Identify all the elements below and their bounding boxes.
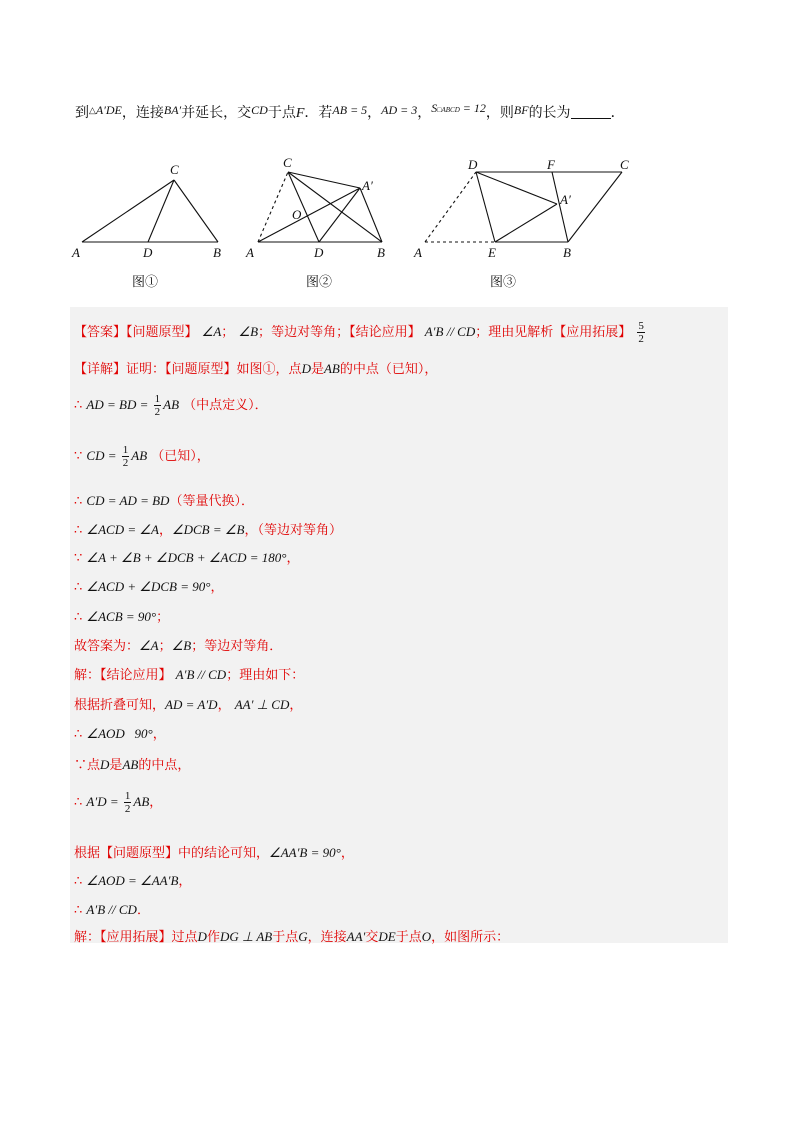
- fig3-segment-ad-dashed: [425, 172, 476, 242]
- fig2-label-d: D: [314, 245, 324, 260]
- math-o: O: [421, 929, 432, 944]
- text: 的中点（已知），: [339, 362, 438, 377]
- text: ，则: [485, 105, 514, 121]
- proof-line-7: [74, 547, 300, 566]
- proof-line-9: [74, 606, 169, 625]
- area-val: = 12: [459, 101, 486, 115]
- math-angle: ∠B: [171, 638, 192, 653]
- text: 过点: [171, 930, 198, 945]
- fig2-segment-aa: [258, 188, 360, 242]
- extension-tag: 【应用拓展】: [553, 325, 632, 340]
- math-eq: ∠AOD = ∠AA′B: [86, 873, 179, 888]
- area-sub: □ABCD: [437, 106, 460, 114]
- text: 交: [365, 930, 379, 945]
- fig3-label-e: E: [488, 245, 496, 260]
- therefore: ∴: [74, 580, 83, 595]
- detail-tag: 【详解】: [74, 362, 127, 377]
- answer-parallel: A′B // CD: [424, 324, 476, 339]
- fig3-label-d: D: [468, 157, 478, 172]
- fig3-caption: 图③: [490, 275, 517, 290]
- fraction-half: [122, 444, 130, 469]
- math-ab: AB: [163, 397, 180, 412]
- math-d: D: [197, 929, 207, 944]
- answer-angle-b: ∠B: [238, 324, 259, 339]
- sep: ；: [221, 325, 235, 340]
- math-eq: AA′ ⊥ CD: [234, 697, 290, 712]
- math-ab: AB: [133, 794, 150, 809]
- fig1-label-a: A: [72, 245, 80, 260]
- note: （已知），: [151, 449, 210, 464]
- note: ，: [210, 580, 224, 595]
- text: 解：: [74, 930, 101, 945]
- note: ，: [178, 874, 192, 889]
- text: ，如图所示：: [431, 930, 510, 945]
- because: ∵: [74, 551, 83, 566]
- math-eq: ∠DCB = ∠B: [171, 522, 245, 537]
- math-eq: A′B // CD: [175, 667, 227, 682]
- fig3-label-a: A: [414, 245, 422, 260]
- conclusion-tag: 【结论应用】: [100, 668, 172, 683]
- fig2-label-a-prime: A′: [362, 178, 373, 193]
- answer-text: ；理由见解析: [475, 325, 554, 340]
- figures: [70, 152, 670, 292]
- numerator: 1: [154, 393, 161, 405]
- therefore: ∴: [74, 795, 83, 810]
- fig2-label-o: O: [292, 207, 302, 222]
- geometry-figures: [70, 152, 670, 292]
- text: 于点: [272, 930, 299, 945]
- text: 并延长，交: [181, 105, 252, 121]
- therefore: ∴: [74, 523, 83, 538]
- fig2-label-c: C: [283, 155, 292, 170]
- conclusion-tag: 【结论应用】: [349, 325, 421, 340]
- text: 的中点，: [138, 758, 191, 773]
- answer-fraction: [637, 320, 645, 345]
- fraction-half: [154, 393, 162, 418]
- fig3-label-b: B: [563, 245, 571, 260]
- text: 故答案为：: [74, 639, 140, 654]
- text: 于点: [395, 930, 422, 945]
- math-area: [431, 101, 486, 115]
- sep: ，: [217, 698, 231, 713]
- text: ．若: [304, 105, 333, 121]
- proof-line-4: [74, 444, 210, 469]
- fig3-segment-ea: [495, 204, 557, 242]
- extension-tag: 【应用拓展】: [100, 930, 172, 945]
- math-bf: BF: [513, 103, 529, 117]
- text: 的长为: [528, 105, 571, 121]
- therefore: ∴: [74, 727, 83, 742]
- sep: ；: [158, 639, 172, 654]
- fig3-label-c: C: [620, 157, 629, 172]
- math-angle: ∠A: [139, 638, 159, 653]
- fraction-half: [124, 790, 132, 815]
- math-ab: AB: [122, 757, 139, 772]
- math-triangle: A′DE: [95, 103, 122, 117]
- fig3-segment-de: [476, 172, 495, 242]
- answer-text: 等边对等角；: [271, 325, 350, 340]
- answer-tag: 【答案】: [74, 325, 127, 340]
- detail-line: [74, 358, 437, 377]
- math-eq: A′D =: [86, 794, 122, 809]
- denominator: 2: [122, 457, 129, 469]
- math-ad: AD = 3: [381, 103, 418, 117]
- note: ，: [152, 727, 166, 742]
- denominator: 2: [154, 406, 161, 418]
- math-eq: AD = A′D: [165, 697, 218, 712]
- math-eq: CD = AD = BD: [86, 493, 170, 508]
- text: 解：: [74, 668, 101, 683]
- math-eq: ∠A + ∠B + ∠DCB + ∠ACD = 180°: [86, 550, 287, 565]
- proof-line-10: [74, 635, 282, 654]
- fig2-segment-ad: [319, 188, 360, 242]
- note: ，: [149, 795, 163, 810]
- fig2-label-b: B: [377, 245, 385, 260]
- answer-line: [74, 320, 647, 345]
- answer-angle-a: ∠A: [201, 324, 222, 339]
- math-eq: ∠ACB = 90°: [86, 609, 157, 624]
- text: 如图①，点: [236, 362, 302, 377]
- text: ，: [367, 105, 382, 121]
- therefore: ∴: [74, 494, 83, 509]
- text: 于点: [267, 105, 296, 121]
- math-d: D: [301, 361, 311, 376]
- text: ；理由如下：: [226, 668, 305, 683]
- triangle-symbol: △: [89, 105, 96, 115]
- proof-line-12: [74, 694, 302, 713]
- fig1-label-b: B: [213, 245, 221, 260]
- note: ，: [340, 846, 354, 861]
- proof-line-11: [74, 664, 304, 683]
- text: ；等边对等角．: [191, 639, 283, 654]
- math-eq: CD =: [86, 448, 120, 463]
- area-s: S: [431, 101, 438, 115]
- note: ；: [156, 610, 170, 625]
- therefore: ∴: [74, 874, 83, 889]
- fig1-caption: 图①: [132, 275, 159, 290]
- text: 中的结论可知，: [178, 846, 270, 861]
- note: ，: [286, 551, 300, 566]
- proof-line-13: [74, 723, 166, 742]
- math-eq: ∠AA′B = 90°: [269, 845, 341, 860]
- denominator: 2: [638, 333, 644, 345]
- text: 根据: [74, 846, 101, 861]
- proof-line-15: [74, 790, 162, 815]
- text: 是: [310, 362, 324, 377]
- note: ，: [289, 698, 303, 713]
- proof-line-3: [74, 393, 268, 418]
- numerator: 1: [122, 444, 129, 456]
- proof-line-6: [74, 519, 342, 538]
- proof-line-16: [74, 842, 354, 861]
- math-de: DE: [378, 929, 396, 944]
- note: （等量代换）．: [169, 494, 254, 509]
- math-f: F: [295, 106, 305, 121]
- numerator: 5: [638, 320, 644, 332]
- therefore: ∴: [74, 398, 83, 413]
- text: 作: [206, 930, 220, 945]
- sep: ，: [158, 523, 172, 538]
- math-ab: AB: [131, 448, 148, 463]
- text: 证明：: [126, 362, 166, 377]
- fig1-segment-cb: [174, 180, 218, 242]
- solution-panel: [70, 307, 728, 943]
- math-aa: AA′: [346, 929, 366, 944]
- fig3-label-f: F: [547, 157, 555, 172]
- proof-line-8: [74, 576, 224, 595]
- because: ∵: [74, 449, 83, 464]
- text: 到: [75, 105, 89, 121]
- fig3-segment-cb: [568, 172, 622, 242]
- math-g: G: [298, 929, 308, 944]
- math-eq: AD = BD =: [86, 397, 152, 412]
- text: 点: [87, 758, 101, 773]
- sep: ；: [258, 325, 272, 340]
- therefore: ∴: [74, 903, 83, 918]
- fig1-segment-ac: [82, 180, 174, 242]
- fig3-label-a-prime: A′: [560, 192, 571, 207]
- note: （中点定义）．: [183, 398, 268, 413]
- proof-line-14: [74, 754, 190, 773]
- fig1-label-d: D: [143, 245, 153, 260]
- note: ，（等边对等角）: [244, 523, 343, 538]
- note: ．: [136, 903, 150, 918]
- proof-line-19: [74, 926, 509, 945]
- prototype-tag: 【问题原型】: [100, 846, 179, 861]
- math-eq: ∠ACD + ∠DCB = 90°: [86, 579, 211, 594]
- proof-line-17: [74, 870, 191, 889]
- prototype-tag: 【问题原型】: [126, 325, 198, 340]
- numerator: 1: [124, 790, 131, 802]
- fig2-label-a: A: [246, 245, 254, 260]
- math-ab: AB = 5: [332, 103, 368, 117]
- text: ，连接: [121, 105, 164, 121]
- proof-line-18: [74, 899, 150, 918]
- math-eq: ∠ACD = ∠A: [86, 522, 159, 537]
- math-cd: CD: [251, 103, 268, 117]
- fig3-segment-da: [476, 172, 557, 204]
- because: ∵: [74, 758, 88, 773]
- problem-statement: [75, 96, 735, 126]
- math-ba: BA′: [163, 103, 182, 117]
- text: 是: [109, 758, 123, 773]
- fig2-segment-ac-dashed: [258, 172, 288, 242]
- text: ，连接: [307, 930, 347, 945]
- proof-line-5: [74, 490, 254, 509]
- text: ．: [610, 105, 625, 121]
- math-eq: A′B // CD: [86, 902, 137, 917]
- text: 根据折叠可知，: [74, 698, 166, 713]
- math-d: D: [100, 757, 110, 772]
- answer-blank: [571, 118, 611, 119]
- denominator: 2: [124, 803, 131, 815]
- prototype-tag: 【问题原型】: [165, 362, 237, 377]
- fig1-label-c: C: [170, 162, 179, 177]
- therefore: ∴: [74, 610, 83, 625]
- math-eq: DG ⊥ AB: [219, 929, 273, 944]
- math-ab: AB: [323, 361, 340, 376]
- fig2-caption: 图②: [306, 275, 333, 290]
- math-eq: ∠AOD 90°: [86, 726, 153, 741]
- text: ，: [417, 105, 432, 121]
